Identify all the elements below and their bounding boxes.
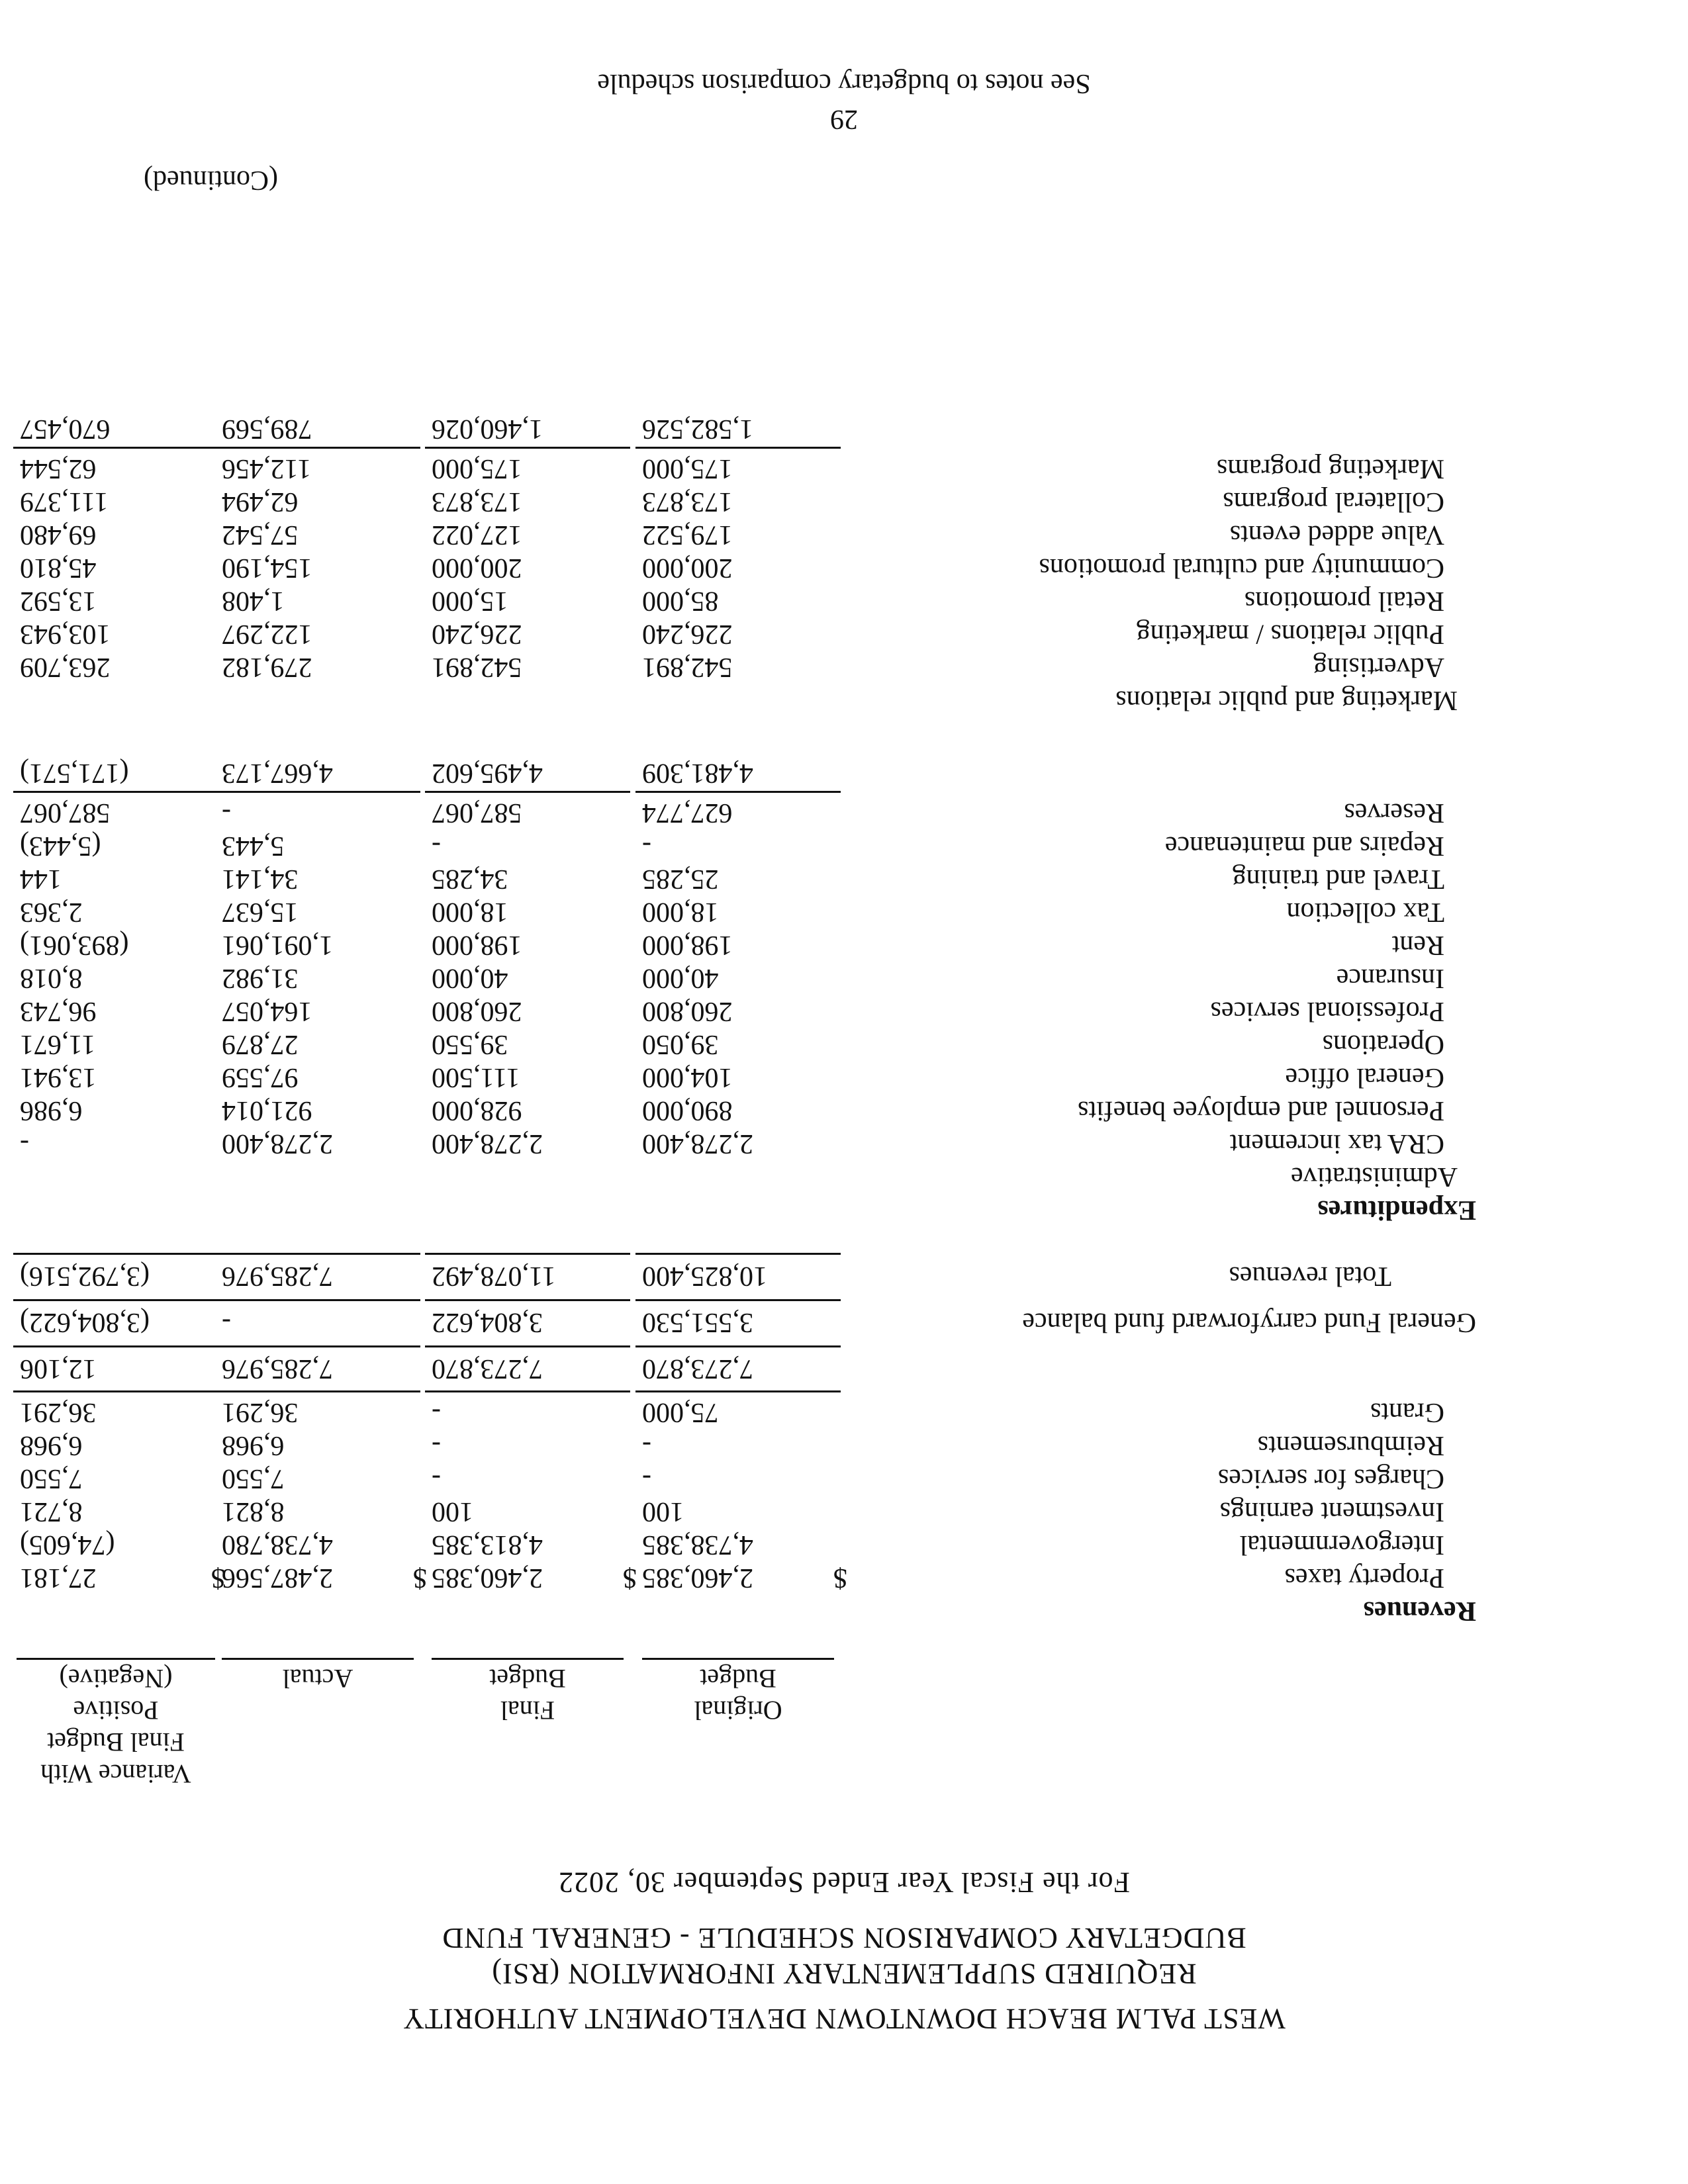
admin-row-0-var-cell: - [20, 1128, 29, 1159]
admin-subtotal-actual-cell: 4,667,173 [222, 758, 333, 788]
revenue-subtotal-orig-cell: 7,273,870 [642, 1353, 753, 1384]
marketing-row-4-actual-cell: 57,542 [222, 520, 299, 550]
marketing-row-2-var-cell: 13,592 [20, 586, 97, 616]
total-revenues-orig-cell: 10,825,400 [642, 1261, 767, 1291]
admin-row-label: Professional services [1210, 996, 1444, 1026]
footer-note: See notes to budgetary comparison schedule [597, 68, 1091, 99]
admin-row-2-var-cell: 13,941 [20, 1062, 97, 1093]
admin-subtotal-orig-cell: 4,481,309 [642, 758, 753, 788]
admin-row-8-var-cell: 144 [20, 864, 62, 894]
admin-row-7-final-cell: 18,000 [432, 897, 508, 927]
revenue-row-5-orig-cell: 75,000 [642, 1397, 719, 1428]
revenue-row-2-final-cell: 100 [432, 1496, 473, 1527]
revenue-subtotal-under-actual-rule [215, 1345, 420, 1347]
total-revenues-var-cell: (3,792,516) [20, 1261, 150, 1291]
marketing-subtotal-final-rule [425, 447, 630, 449]
revenue-row-2-orig-cell: 100 [642, 1496, 684, 1527]
admin-row-10-orig-cell: 627,774 [642, 797, 733, 828]
col-header-original [642, 1658, 834, 1726]
revenue-row-4-actual-cell: 6,968 [222, 1430, 285, 1461]
marketing-row-0-orig-cell: 542,891 [642, 652, 733, 682]
revenue-row-4-var-cell: 6,968 [20, 1430, 83, 1461]
admin-row-9-final-cell: - [432, 831, 441, 861]
revenue-subtotal-var-rule [13, 1390, 218, 1392]
marketing-subtotal-var-rule [13, 447, 218, 449]
col-header-final [432, 1658, 624, 1726]
revenue-row-0-actual-dollar: $ [413, 1563, 427, 1593]
marketing-row-label: Marketing programs [1216, 453, 1444, 484]
revenue-row-0-var-dollar: $ [211, 1563, 225, 1593]
admin-row-5-actual-cell: 31,982 [222, 963, 299, 993]
admin-subtotal-final-rule [425, 791, 630, 793]
carryforward-final-cell: 3,804,622 [432, 1307, 543, 1338]
revenue-row-4-orig-cell: - [642, 1430, 651, 1461]
admin-row-0-orig-cell: 2,278,400 [642, 1128, 753, 1159]
marketing-row-2-final-cell: 15,000 [432, 586, 508, 616]
admin-row-10-actual-cell: - [222, 797, 231, 828]
revenue-row-label: Grants [1370, 1397, 1444, 1428]
carryforward-actual-cell: - [222, 1307, 231, 1338]
admin-row-9-var-cell: (5,443) [20, 831, 101, 861]
revenue-subtotal-actual-rule [215, 1390, 420, 1392]
col-header-actual [222, 1658, 414, 1694]
marketing-row-4-orig-cell: 179,522 [642, 520, 733, 550]
admin-row-9-actual-cell: 5,443 [222, 831, 285, 861]
col-header-actual-line1: Actual [222, 1658, 414, 1694]
marketing-row-label: Community and cultural promotions [1039, 553, 1444, 583]
section-administrative: Administrative [1291, 1161, 1458, 1192]
col-header-original-line2: Budget [642, 1658, 834, 1694]
admin-row-4-var-cell: 96,743 [20, 996, 97, 1026]
revenue-row-1-actual-cell: 4,738,780 [222, 1529, 333, 1560]
col-header-variance-line2: Final Budget [47, 1727, 185, 1757]
revenue-row-0-final-cell: 2,460,385 [432, 1563, 543, 1593]
admin-row-3-orig-cell: 39,050 [642, 1029, 719, 1060]
admin-row-1-var-cell: 6,986 [20, 1095, 83, 1126]
marketing-subtotal-final-cell: 1,460,026 [432, 414, 543, 444]
admin-row-label: Rent [1391, 930, 1444, 960]
marketing-subtotal-orig-rule [635, 447, 841, 449]
admin-row-5-final-cell: 40,000 [432, 963, 508, 993]
marketing-subtotal-var-cell: 670,457 [20, 414, 111, 444]
section-marketing: Marketing and public relations [1115, 685, 1458, 715]
revenue-row-label: Property taxes [1284, 1563, 1444, 1593]
fiscal-period: For the Fiscal Year Ended September 30, 2022 [558, 1866, 1130, 1899]
admin-row-8-orig-cell: 25,285 [642, 864, 719, 894]
revenue-row-3-final-cell: - [432, 1463, 441, 1494]
admin-row-label: CRA tax increment [1229, 1128, 1444, 1159]
revenue-row-label: Reimbursements [1257, 1430, 1444, 1461]
admin-subtotal-var-cell: (171,571) [20, 758, 129, 788]
marketing-row-3-orig-cell: 200,000 [642, 553, 733, 583]
admin-row-7-orig-cell: 18,000 [642, 897, 719, 927]
marketing-row-0-final-cell: 542,891 [432, 652, 522, 682]
total-revenues-under-orig-rule [635, 1253, 841, 1255]
revenue-row-2-var-cell: 8,721 [20, 1496, 83, 1527]
revenue-row-1-var-cell: (74,605) [20, 1529, 115, 1560]
revenue-row-label: Intergovernmental [1239, 1529, 1444, 1560]
revenue-row-1-orig-cell: 4,738,385 [642, 1529, 753, 1560]
admin-row-label: Reserves [1344, 797, 1444, 828]
col-header-original-line1: Original [694, 1696, 782, 1725]
revenue-row-0-actual-cell: 2,487,566 [222, 1563, 333, 1593]
revenue-subtotal-orig-rule [635, 1390, 841, 1392]
carryforward-under-actual-rule [215, 1299, 420, 1301]
marketing-row-3-final-cell: 200,000 [432, 553, 522, 583]
admin-row-10-final-cell: 587,067 [432, 797, 522, 828]
carryforward-label: General Fund carryforward fund balance [1022, 1307, 1476, 1338]
revenue-row-3-orig-cell: - [642, 1463, 651, 1494]
total-revenues-final-cell: 11,078,492 [432, 1261, 556, 1291]
revenue-row-3-var-cell: 7,550 [20, 1463, 83, 1494]
marketing-row-0-var-cell: 263,709 [20, 652, 111, 682]
marketing-row-4-final-cell: 127,022 [432, 520, 522, 550]
admin-row-2-final-cell: 111,500 [432, 1062, 520, 1093]
admin-row-5-orig-cell: 40,000 [642, 963, 719, 993]
admin-row-8-final-cell: 34,285 [432, 864, 508, 894]
marketing-row-3-var-cell: 45,810 [20, 553, 97, 583]
revenue-row-5-var-cell: 36,291 [20, 1397, 97, 1428]
carryforward-under-final-rule [425, 1299, 630, 1301]
revenue-row-4-final-cell: - [432, 1430, 441, 1461]
carryforward-var-cell: (3,804,622) [20, 1307, 150, 1338]
marketing-row-4-var-cell: 69,480 [20, 520, 97, 550]
total-revenues-under-actual-rule [215, 1253, 420, 1255]
revenue-row-3-actual-cell: 7,550 [222, 1463, 285, 1494]
admin-row-6-orig-cell: 198,000 [642, 930, 733, 960]
admin-row-0-final-cell: 2,278,400 [432, 1128, 543, 1159]
admin-row-3-var-cell: 11,671 [20, 1029, 95, 1060]
admin-row-4-actual-cell: 164,057 [222, 996, 312, 1026]
col-header-final-line1: Final [500, 1696, 555, 1725]
marketing-row-label: Retail promotions [1244, 586, 1444, 616]
marketing-row-6-var-cell: 62,544 [20, 453, 97, 484]
carryforward-under-orig-rule [635, 1299, 841, 1301]
revenue-row-0-orig-dollar: $ [833, 1563, 847, 1593]
marketing-subtotal-actual-cell: 789,569 [222, 414, 312, 444]
marketing-row-6-actual-cell: 112,456 [222, 453, 311, 484]
col-header-variance-line1: Variance With [40, 1759, 191, 1789]
carryforward-orig-cell: 3,551,530 [642, 1307, 753, 1338]
revenue-row-5-actual-cell: 36,291 [222, 1397, 299, 1428]
revenue-subtotal-var-cell: 12,106 [20, 1353, 97, 1384]
revenue-subtotal-actual-cell: 7,285,976 [222, 1353, 333, 1384]
revenue-row-5-final-cell: - [432, 1397, 441, 1428]
col-header-variance-line4: (Negative) [17, 1658, 215, 1694]
admin-row-6-actual-cell: 1,091,061 [222, 930, 333, 960]
org-title: WEST PALM BEACH DOWNTOWN DEVELOPMENT AUTHORITY [402, 2003, 1286, 2035]
revenue-row-label: Charges for services [1217, 1463, 1444, 1494]
marketing-row-5-actual-cell: 62,494 [222, 486, 299, 517]
col-header-final-line2: Budget [432, 1658, 624, 1694]
marketing-row-label: Value added events [1229, 520, 1444, 550]
admin-subtotal-orig-rule [635, 791, 841, 793]
section-expenditures: Expenditures [1317, 1195, 1476, 1225]
marketing-row-6-orig-cell: 175,000 [642, 453, 733, 484]
marketing-row-5-var-cell: 111,379 [20, 486, 109, 517]
admin-row-2-actual-cell: 97,559 [222, 1062, 299, 1093]
report-subtitle: REQUIRED SUPPLEMENTARY INFORMATION (RSI) [491, 1958, 1197, 1990]
page-number: 29 [830, 104, 858, 134]
admin-row-1-actual-cell: 921,014 [222, 1095, 312, 1126]
admin-row-6-var-cell: (893,061) [20, 930, 129, 960]
marketing-row-5-orig-cell: 173,873 [642, 486, 733, 517]
admin-subtotal-actual-rule [215, 791, 420, 793]
admin-row-label: Travel and training [1232, 864, 1444, 894]
total-revenues-actual-cell: 7,285,976 [222, 1261, 333, 1291]
revenue-row-2-actual-cell: 8,821 [222, 1496, 285, 1527]
col-header-variance [17, 1658, 215, 1790]
admin-row-label: Repairs and maintenance [1164, 831, 1444, 861]
marketing-row-6-final-cell: 175,000 [432, 453, 522, 484]
admin-row-3-actual-cell: 27,879 [222, 1029, 299, 1060]
admin-subtotal-var-rule [13, 791, 218, 793]
marketing-row-0-actual-cell: 279,182 [222, 652, 312, 682]
marketing-row-label: Public relations / marketing [1136, 619, 1444, 649]
marketing-row-5-final-cell: 173,873 [432, 486, 522, 517]
revenue-row-1-final-cell: 4,813,385 [432, 1529, 543, 1560]
carryforward-under-var-rule [13, 1299, 218, 1301]
revenue-subtotal-final-cell: 7,273,870 [432, 1353, 543, 1384]
revenue-row-0-var-cell: 27,181 [20, 1563, 97, 1593]
col-header-variance-line3: Positive [73, 1696, 159, 1725]
marketing-row-label: Advertising [1313, 652, 1444, 682]
revenue-row-0-orig-cell: 2,460,385 [642, 1563, 753, 1593]
revenue-row-label: Investment earnings [1219, 1496, 1444, 1527]
admin-row-label: Personnel and employee benefits [1078, 1095, 1444, 1126]
admin-row-3-final-cell: 39,550 [432, 1029, 508, 1060]
admin-row-9-orig-cell: - [642, 831, 651, 861]
admin-row-label: Tax collection [1286, 897, 1444, 927]
marketing-row-1-orig-cell: 226,240 [642, 619, 733, 649]
marketing-row-2-actual-cell: 1,408 [222, 586, 285, 616]
continued-note: (Continued) [144, 165, 278, 195]
schedule-title: BUDGETARY COMPARISON SCHEDULE - GENERAL FUND [442, 1922, 1246, 1954]
admin-row-10-var-cell: 587,067 [20, 797, 111, 828]
admin-row-6-final-cell: 198,000 [432, 930, 522, 960]
admin-row-4-final-cell: 260,800 [432, 996, 522, 1026]
admin-row-7-var-cell: 2,363 [20, 897, 83, 927]
marketing-row-label: Collateral programs [1223, 486, 1444, 517]
admin-row-1-orig-cell: 890,000 [642, 1095, 733, 1126]
admin-row-0-actual-cell: 2,278,400 [222, 1128, 333, 1159]
marketing-row-3-actual-cell: 154,190 [222, 553, 312, 583]
admin-row-5-var-cell: 8,018 [20, 963, 83, 993]
marketing-row-1-final-cell: 226,240 [432, 619, 522, 649]
admin-row-2-orig-cell: 104,000 [642, 1062, 733, 1093]
admin-row-1-final-cell: 928,000 [432, 1095, 522, 1126]
admin-row-label: General office [1285, 1062, 1444, 1093]
admin-row-8-actual-cell: 34,141 [222, 864, 299, 894]
marketing-row-1-actual-cell: 122,297 [222, 619, 312, 649]
total-revenues-label: Total revenues [1229, 1261, 1391, 1291]
revenue-subtotal-under-var-rule [13, 1345, 218, 1347]
marketing-subtotal-orig-cell: 1,582,526 [642, 414, 753, 444]
total-revenues-under-final-rule [425, 1253, 630, 1255]
total-revenues-under-var-rule [13, 1253, 218, 1255]
marketing-row-1-var-cell: 103,943 [20, 619, 111, 649]
marketing-row-2-orig-cell: 85,000 [642, 586, 719, 616]
revenue-subtotal-under-orig-rule [635, 1345, 841, 1347]
marketing-subtotal-actual-rule [215, 447, 420, 449]
admin-row-7-actual-cell: 15,637 [222, 897, 299, 927]
admin-row-label: Operations [1322, 1029, 1444, 1060]
admin-row-label: Insurance [1336, 963, 1444, 993]
revenue-row-0-final-dollar: $ [623, 1563, 637, 1593]
section-revenues: Revenues [1363, 1596, 1476, 1626]
revenue-subtotal-under-final-rule [425, 1345, 630, 1347]
admin-subtotal-final-cell: 4,495,602 [432, 758, 543, 788]
revenue-subtotal-final-rule [425, 1390, 630, 1392]
admin-row-4-orig-cell: 260,800 [642, 996, 733, 1026]
